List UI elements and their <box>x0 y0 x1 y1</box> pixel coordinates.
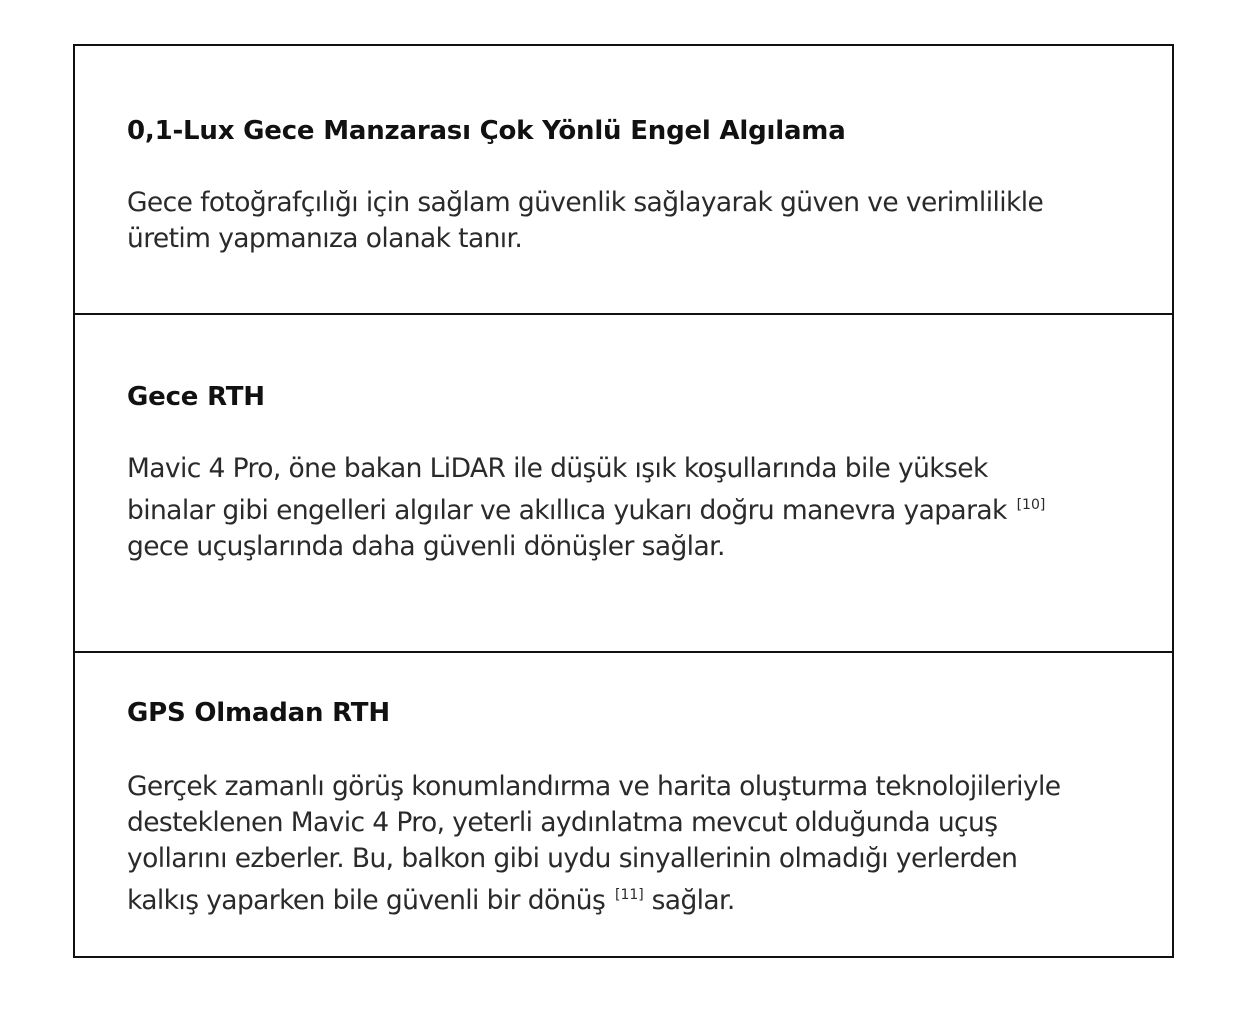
section-title: GPS Olmadan RTH <box>127 698 390 728</box>
description-line <box>127 877 1060 919</box>
feature-section-rth-without-gps <box>75 651 1172 956</box>
feature-section-night-rth <box>75 313 1172 651</box>
description-line: yollarını ezberler. Bu, balkon gibi uydu sinyallerinin olmadığı yerlerden <box>127 843 1018 874</box>
footnote-reference[interactable]: [10] <box>1016 497 1046 513</box>
footnote-reference[interactable]: [11] <box>615 887 644 903</box>
description-line: Mavic 4 Pro, öne bakan LiDAR ile düşük ışık koşullarında bile yüksek <box>127 453 988 484</box>
description-line: üretim yapmanıza olanak tanır. <box>127 223 523 254</box>
section-title: 0,1-Lux Gece Manzarası Çok Yönlü Engel Algılama <box>127 116 846 146</box>
description-text: kalkış yaparken bile güvenli bir dönüş <box>127 885 606 916</box>
feature-section-night-obstacle-sensing <box>75 46 1172 313</box>
feature-panel <box>73 44 1174 958</box>
description-line <box>127 487 1045 529</box>
description-text: binalar gibi engelleri algılar ve akıllıca yukarı doğru manevra yaparak <box>127 495 1007 526</box>
description-line: Gerçek zamanlı görüş konumlandırma ve harita oluşturma teknolojileriyle <box>127 771 1061 802</box>
description-line: desteklenen Mavic 4 Pro, yeterli aydınlatma mevcut olduğunda uçuş <box>127 807 998 838</box>
section-description <box>127 451 1045 565</box>
description-text: sağlar. <box>651 885 735 916</box>
section-description <box>127 769 1060 919</box>
section-title: Gece RTH <box>127 382 265 412</box>
section-description <box>127 185 1043 257</box>
description-line: Gece fotoğrafçılığı için sağlam güvenlik sağlayarak güven ve verimlilikle <box>127 187 1044 218</box>
description-line: gece uçuşlarında daha güvenli dönüşler sağlar. <box>127 531 725 562</box>
